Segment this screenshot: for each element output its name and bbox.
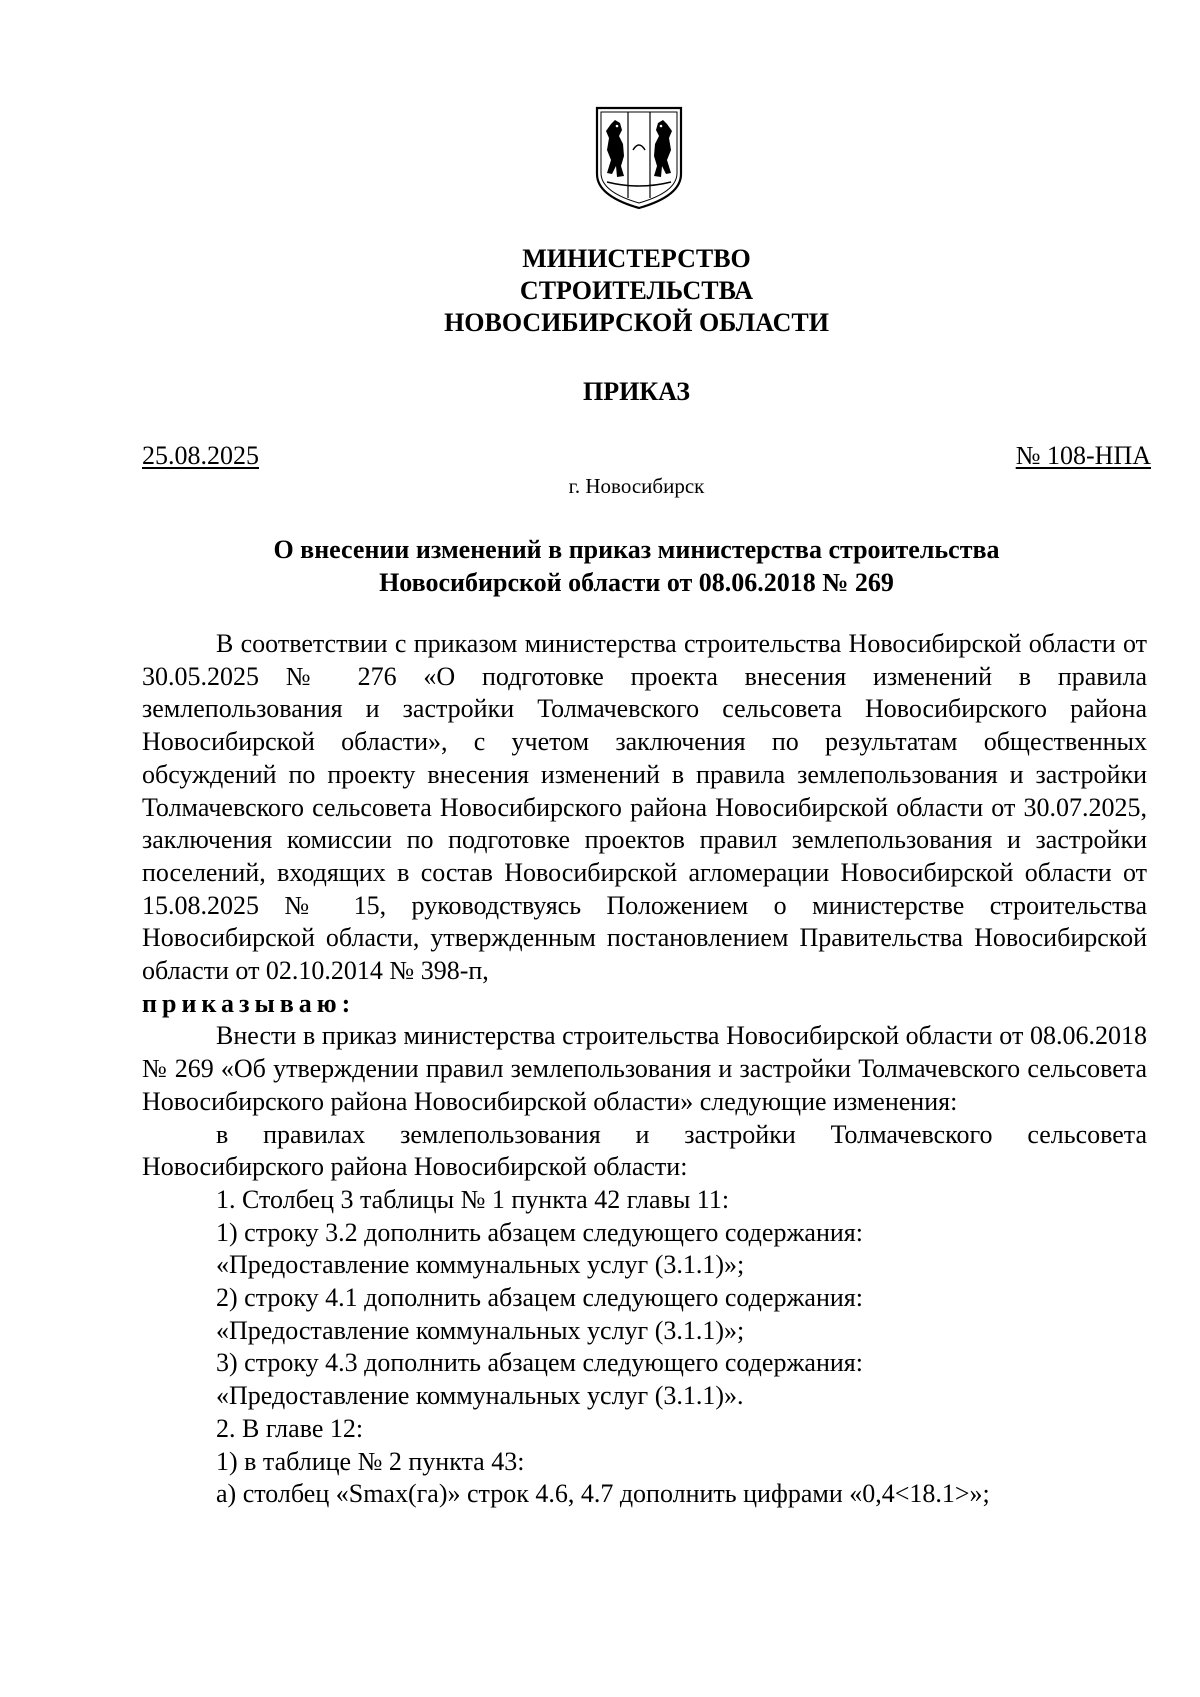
list-item: 2. В главе 12: <box>216 1413 364 1443</box>
list-item: 1) строку 3.2 дополнить абзацем следующего содержания: <box>216 1217 863 1247</box>
order-word <box>142 988 1147 1021</box>
order-date: 25.08.2025 <box>142 441 259 470</box>
main-paragraph: Внести в приказ министерства строительства Новосибирской области от 08.06.2018 № 269 «Об утверждении правил землепользования и застройки Толмачевского сельсовета Новосибирского района Новосибирской области» следующие изменения: <box>142 1021 1147 1116</box>
order-subject <box>0 533 1200 599</box>
city-name: г. Новосибирск <box>568 474 705 498</box>
list-item: «Предоставление коммунальных услуг (3.1.1)». <box>216 1381 744 1411</box>
ministry-name <box>0 243 1200 339</box>
order-subject-line: О внесении изменений в приказ министерства строительства <box>273 535 1000 564</box>
list-item: 3) строку 4.3 дополнить абзацем следующего содержания: <box>216 1348 863 1378</box>
order-body <box>142 628 1147 1511</box>
ministry-name-line: СТРОИТЕЛЬСТВА <box>519 276 754 305</box>
list-item: 1. Столбец 3 таблицы № 1 пункта 42 главы 11: <box>216 1184 730 1214</box>
rules-paragraph: в правилах землепользования и застройки Толмачевского сельсовета Новосибирского района Новосибирской области: <box>142 1119 1147 1182</box>
list-item: 2) строку 4.1 дополнить абзацем следующего содержания: <box>216 1283 863 1313</box>
preamble-paragraph: В соответствии с приказом министерства строительства Новосибирской области от 30.05.2025 № 276 «О подготовке проекта внесения изменений в правила землепользования и застройки Толмачевского сельсовета Новосибирского района Новосибирской области», с учетом заключения по результатам общественных обсуждений по проекту внесения изменений в правила землепользования и застройки Толмачевского сельсовета Новосибирского района Новосибирской области от 30.07.2025, заключения комиссии по подготовке проектов правил землепользования и застройки поселений, входящих в состав Новосибирской агломерации Новосибирской области от 15.08.2025 № 15, руководствуясь Положением о министерстве строительства Новосибирской области, утвержденным постановлением Правительства Новосибирской области от 02.10.2014 № 398-п, <box>142 629 1147 986</box>
ministry-name-line: НОВОСИБИРСКОЙ ОБЛАСТИ <box>444 308 829 337</box>
list-item: 1) в таблице № 2 пункта 43: <box>216 1446 525 1476</box>
list-item: а) столбец «Smax(га)» строк 4.6, 4.7 дополнить цифрами «0,4<18.1>»; <box>216 1479 990 1509</box>
order-number: № 108-НПА <box>1015 441 1151 470</box>
document-type-heading: ПРИКАЗ <box>582 377 691 406</box>
coat-of-arms-emblem <box>593 104 685 212</box>
order-word-text: приказываю: <box>142 988 356 1018</box>
order-subject-line: Новосибирской области от 08.06.2018 № 269 <box>379 568 894 597</box>
ministry-name-line: МИНИСТЕРСТВО <box>522 244 751 273</box>
list-item: «Предоставление коммунальных услуг (3.1.1)»; <box>216 1315 745 1345</box>
list-item: «Предоставление коммунальных услуг (3.1.1)»; <box>216 1250 745 1280</box>
